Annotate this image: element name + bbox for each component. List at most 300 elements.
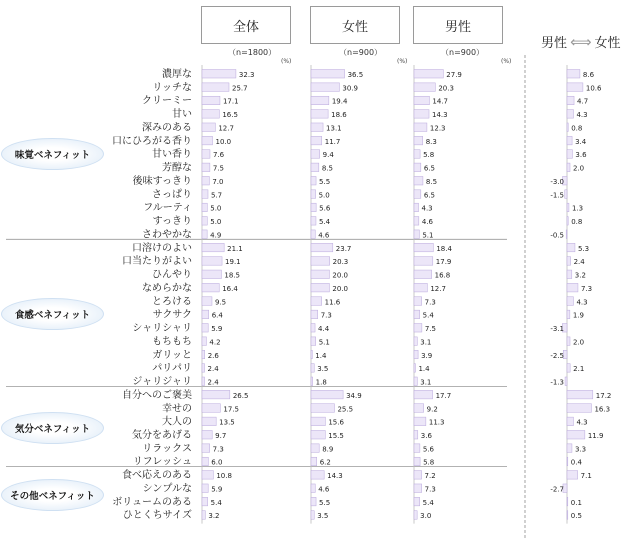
data-label: 13.1	[326, 124, 342, 133]
bar	[311, 270, 329, 279]
diff-right-label: 女性	[594, 36, 621, 51]
data-label: 3.1	[420, 378, 432, 387]
diff-data-label: -1.3	[550, 378, 564, 387]
diff-data-label: 1.3	[571, 204, 584, 213]
bar	[414, 123, 427, 132]
header-female-title: 女性	[341, 19, 368, 35]
diff-data-label: 4.3	[576, 111, 588, 120]
bar	[414, 337, 417, 346]
bar	[414, 176, 423, 185]
bar	[414, 404, 424, 413]
data-label: 16.5	[222, 111, 238, 120]
diff-data-label: 10.6	[585, 84, 602, 93]
bar	[202, 337, 206, 346]
bar	[311, 243, 333, 252]
data-label: 7.0	[212, 177, 224, 186]
data-label: 12.3	[429, 124, 446, 133]
bar	[202, 270, 221, 279]
data-label: 17.9	[435, 258, 452, 267]
data-label: 5.6	[319, 204, 331, 213]
diff-bar	[567, 163, 570, 172]
bar	[311, 203, 316, 212]
diff-left-label: 男性	[541, 36, 568, 51]
bar	[202, 404, 220, 413]
data-label: 2.4	[207, 378, 219, 387]
bar	[311, 150, 320, 159]
diff-data-label: 16.3	[594, 405, 611, 414]
bar	[311, 364, 314, 373]
bar	[311, 297, 322, 306]
data-label: 20.0	[332, 284, 348, 293]
data-label: 19.4	[331, 97, 348, 106]
data-label: 1.8	[315, 378, 327, 387]
diff-data-label: 0.8	[571, 218, 583, 227]
bar	[202, 511, 205, 519]
diff-bar	[567, 457, 568, 466]
bar	[202, 70, 236, 79]
bar	[202, 283, 219, 292]
bar	[414, 283, 427, 292]
data-label: 25.5	[337, 405, 354, 414]
diff-data-label: 4.3	[576, 418, 588, 427]
data-label: 4.4	[318, 325, 330, 334]
data-label: 3.5	[317, 365, 329, 374]
bar	[311, 324, 315, 333]
bar	[311, 377, 313, 386]
data-label: 5.4	[318, 218, 331, 227]
data-label: 8.3	[425, 137, 437, 146]
group-label: 食感ベネフィット	[1, 298, 104, 330]
diff-bar	[567, 364, 570, 373]
bar	[311, 83, 339, 92]
bar	[202, 377, 205, 386]
bar	[311, 337, 316, 346]
data-label: 17.1	[222, 97, 239, 106]
data-label: 18.6	[331, 111, 347, 120]
data-label: 6.4	[211, 311, 223, 320]
group-label: 気分ベネフィット	[1, 412, 104, 444]
group-label: 味覚ベネフィット	[1, 138, 104, 170]
diff-bar	[567, 150, 572, 159]
category-label: 口溶けのよい	[132, 242, 192, 254]
data-label: 6.5	[423, 191, 435, 200]
bar	[414, 390, 433, 399]
data-label: 14.7	[432, 97, 449, 106]
bar	[414, 457, 420, 466]
data-label: 5.8	[423, 458, 435, 467]
data-label: 4.2	[209, 338, 221, 347]
data-label: 8.9	[322, 445, 334, 454]
bar	[414, 497, 420, 506]
diff-bar	[567, 497, 568, 506]
data-label: 3.9	[421, 351, 433, 360]
bar	[311, 484, 315, 493]
diff-data-label: 2.4	[573, 258, 585, 267]
diff-bar	[566, 230, 567, 239]
diff-bar	[567, 471, 578, 480]
bar	[202, 203, 207, 212]
bar	[414, 230, 419, 239]
bar	[311, 230, 315, 239]
diff-data-label: 3.6	[575, 151, 587, 160]
diff-bar	[567, 297, 573, 306]
bar	[311, 96, 329, 105]
diff-bar	[567, 83, 583, 92]
data-label: 4.6	[318, 231, 330, 240]
data-label: 5.7	[210, 191, 223, 200]
bar	[202, 176, 209, 185]
data-label: 3.0	[420, 512, 432, 521]
data-label: 17.7	[435, 391, 452, 400]
bar	[311, 471, 324, 480]
diff-bar	[567, 96, 574, 105]
diff-bar	[567, 270, 572, 279]
bar	[311, 430, 325, 439]
data-label: 9.7	[215, 431, 227, 440]
data-label: 5.5	[319, 177, 331, 186]
data-label: 5.4	[422, 498, 434, 507]
data-label: 13.5	[219, 418, 235, 427]
data-label: 36.5	[347, 71, 364, 79]
data-label: 8.5	[321, 164, 333, 173]
data-label: 5.4	[210, 498, 222, 507]
diff-bar	[565, 377, 567, 386]
category-label: 濃厚な	[162, 69, 192, 80]
data-label: 32.3	[238, 71, 255, 79]
data-label: 2.4	[207, 365, 219, 374]
data-label: 30.9	[342, 84, 359, 93]
data-label: 5.6	[422, 445, 435, 454]
diff-data-label: 2.0	[573, 338, 585, 347]
diff-bar	[567, 310, 570, 319]
diff-data-label: 1.9	[572, 311, 584, 320]
bar	[202, 364, 205, 373]
data-label: 15.6	[328, 418, 344, 427]
diff-data-label: 0.4	[570, 458, 582, 467]
unit-male: (%)	[501, 58, 512, 65]
data-label: 7.3	[424, 485, 436, 494]
category-label: さっぱり	[152, 189, 192, 201]
header-all-title: 全体	[232, 19, 259, 35]
bar	[202, 430, 212, 439]
data-label: 5.0	[210, 218, 222, 227]
double-arrow-icon: ⟺	[570, 32, 592, 51]
data-label: 7.3	[424, 298, 436, 307]
bar	[414, 444, 420, 453]
diff-data-label: 5.3	[577, 244, 590, 253]
data-label: 34.9	[346, 391, 362, 400]
data-label: 26.5	[232, 391, 249, 400]
data-label: 5.0	[210, 204, 222, 213]
category-label: さわやかな	[142, 229, 192, 241]
diff-bar	[567, 283, 578, 292]
diff-data-label: 11.9	[587, 431, 604, 440]
data-label: 5.9	[211, 325, 223, 334]
bar	[202, 123, 215, 132]
data-label: 12.7	[430, 284, 446, 293]
data-label: 3.2	[208, 512, 220, 521]
diff-data-label: -0.5	[550, 231, 564, 240]
category-label: ひんやり	[152, 269, 192, 281]
data-label: 5.4	[422, 311, 434, 320]
unit-female: (%)	[397, 58, 408, 65]
bar	[202, 150, 210, 159]
bar	[202, 190, 208, 199]
bar	[414, 96, 429, 105]
data-label: 14.3	[327, 472, 343, 481]
bar	[414, 364, 415, 373]
bar	[202, 484, 208, 493]
data-label: 4.9	[210, 231, 222, 240]
category-label: リッチな	[152, 82, 192, 94]
bar	[311, 390, 343, 399]
data-label: 11.7	[324, 137, 341, 146]
bar	[311, 136, 322, 145]
bar	[311, 123, 323, 132]
diff-data-label: 4.3	[576, 298, 588, 307]
data-label: 20.0	[332, 271, 348, 280]
diff-data-label: 3.3	[574, 445, 587, 454]
bar	[311, 257, 330, 266]
category-label: リフレッシュ	[132, 456, 192, 468]
diff-data-label: 7.3	[580, 284, 593, 293]
bar	[202, 110, 219, 119]
bar	[202, 390, 230, 399]
n-male: （n=900）	[441, 48, 485, 57]
bar	[311, 497, 316, 506]
diff-bar	[567, 243, 575, 252]
data-label: 10.8	[216, 472, 232, 481]
bar	[202, 497, 208, 506]
bar	[414, 150, 420, 159]
data-label: 7.5	[212, 164, 225, 173]
data-label: 3.6	[420, 431, 432, 440]
data-label: 27.9	[446, 71, 462, 79]
category-label: とろける	[152, 296, 192, 308]
data-label: 9.5	[214, 298, 227, 307]
diff-bar	[565, 190, 567, 199]
bar	[202, 217, 207, 226]
bar	[202, 471, 213, 480]
diff-bar	[567, 337, 570, 346]
category-label: 自分へのご褒美	[122, 389, 192, 401]
data-label: 25.7	[231, 84, 248, 93]
data-label: 1.4	[315, 351, 327, 360]
diff-bar	[567, 257, 571, 266]
bar	[202, 457, 208, 466]
diff-data-label: -2.5	[550, 351, 564, 360]
data-label: 12.7	[218, 124, 234, 133]
bar	[202, 444, 210, 453]
diff-data-label: 2.1	[573, 365, 585, 374]
diff-bar	[567, 123, 568, 132]
data-label: 4.3	[421, 204, 433, 213]
bar	[202, 297, 212, 306]
bar	[414, 417, 426, 426]
bar	[414, 217, 419, 226]
bar	[414, 297, 422, 306]
data-label: 17.5	[223, 405, 239, 414]
data-label: 5.9	[211, 485, 223, 494]
bar	[311, 310, 318, 319]
diff-bar	[567, 444, 572, 453]
data-label: 5.1	[422, 231, 434, 240]
data-label: 11.3	[428, 418, 445, 427]
category-label: 大人の	[162, 416, 192, 428]
bar	[311, 350, 312, 359]
data-label: 7.5	[424, 325, 437, 334]
data-label: 4.6	[421, 218, 433, 227]
category-label: シャリシャリ	[132, 323, 192, 335]
bar	[311, 217, 316, 226]
data-label: 16.8	[434, 271, 451, 280]
category-label: 芳醇な	[162, 162, 192, 174]
category-label: 口にひろがる香り	[112, 135, 192, 147]
bar	[202, 96, 220, 105]
group-label: その他ベネフィット	[1, 479, 104, 511]
diff-data-label: 0.1	[570, 498, 582, 507]
header-male-title: 男性	[444, 19, 471, 35]
diff-bar	[567, 70, 580, 79]
bar	[414, 310, 420, 319]
n-female: （n=900）	[339, 48, 383, 57]
data-label: 1.4	[418, 365, 430, 374]
bar	[202, 83, 229, 92]
data-label: 23.7	[335, 244, 352, 253]
diff-bar	[567, 417, 573, 426]
data-label: 20.3	[438, 84, 454, 93]
data-label: 5.8	[423, 151, 435, 160]
data-label: 6.2	[319, 458, 331, 467]
category-label: ガリッと	[152, 349, 192, 361]
category-label: ジャリジャリ	[132, 376, 192, 388]
unit-all: (%)	[281, 58, 292, 65]
bar	[414, 270, 432, 279]
category-label: パリパリ	[152, 363, 192, 375]
bar	[202, 350, 205, 359]
bar	[414, 430, 418, 439]
category-label: ひとくちサイズ	[122, 510, 192, 522]
bar	[414, 203, 419, 212]
data-label: 3.1	[420, 338, 432, 347]
category-label: すっきり	[152, 216, 192, 228]
bar	[202, 163, 210, 172]
diff-bar	[567, 203, 569, 212]
bar	[311, 190, 316, 199]
data-label: 10.0	[215, 137, 232, 146]
diff-data-label: -3.0	[550, 177, 564, 186]
diff-data-label: 8.6	[582, 71, 595, 79]
bar	[311, 444, 319, 453]
bar	[311, 404, 334, 413]
diff-data-label: 0.5	[570, 512, 582, 521]
category-label: リラックス	[142, 443, 192, 455]
data-label: 5.1	[318, 338, 330, 347]
diff-data-label: -2.7	[550, 485, 564, 494]
diff-data-label: 3.2	[574, 271, 586, 280]
category-label: サクサク	[152, 309, 192, 321]
data-label: 4.6	[318, 485, 330, 494]
bar	[202, 230, 207, 239]
data-label: 18.5	[224, 271, 241, 280]
bar	[202, 324, 208, 333]
bar	[311, 110, 328, 119]
diff-data-label: -1.5	[550, 191, 564, 200]
diff-bar	[567, 511, 568, 519]
category-label: 気分をあげる	[132, 429, 192, 441]
category-label: 後味すっきり	[132, 175, 192, 187]
category-label: ボリュームのある	[112, 496, 192, 508]
category-label: 甘い	[172, 109, 192, 121]
bar	[311, 417, 325, 426]
data-label: 9.4	[322, 151, 334, 160]
data-label: 16.4	[222, 284, 238, 293]
bar	[414, 163, 421, 172]
data-label: 6.5	[423, 164, 435, 173]
bar	[202, 310, 209, 319]
bar	[311, 163, 319, 172]
category-label: なめらかな	[142, 282, 192, 294]
diff-data-label: -3.1	[550, 325, 564, 334]
bar	[202, 136, 213, 145]
data-label: 7.3	[320, 311, 332, 320]
bar	[202, 243, 224, 252]
bar	[311, 283, 329, 292]
diff-data-label: 4.7	[577, 97, 589, 106]
data-label: 2.6	[207, 351, 219, 360]
diff-data-label: 17.2	[595, 391, 612, 400]
bar	[414, 83, 435, 92]
data-label: 5.0	[318, 191, 330, 200]
data-label: 15.5	[328, 431, 344, 440]
diff-bar	[567, 404, 591, 413]
category-label: もちもち	[152, 336, 192, 348]
bar	[311, 457, 317, 466]
diff-bar	[567, 217, 568, 226]
bar	[414, 136, 423, 145]
data-label: 8.5	[425, 177, 438, 186]
bar	[311, 511, 314, 519]
category-label: 口当たりがよい	[122, 256, 192, 268]
diff-bar	[567, 430, 585, 439]
diff-data-label: 3.4	[575, 137, 587, 146]
data-label: 21.1	[227, 244, 243, 253]
category-label: クリーミー	[142, 95, 192, 107]
diff-bar	[567, 390, 593, 399]
bar	[311, 176, 316, 185]
bar	[414, 511, 417, 519]
data-label: 11.6	[324, 298, 341, 307]
data-label: 7.2	[424, 472, 436, 481]
data-label: 3.5	[317, 512, 329, 521]
bar	[414, 190, 421, 199]
diff-bar	[567, 136, 572, 145]
data-label: 6.0	[211, 458, 223, 467]
data-label: 14.3	[432, 111, 448, 120]
data-label: 18.4	[436, 244, 452, 253]
bar	[202, 257, 222, 266]
bar	[414, 324, 422, 333]
diff-data-label: 2.0	[573, 164, 585, 173]
category-label: 甘い香り	[152, 149, 192, 161]
bar	[414, 471, 422, 480]
category-label: 深みのある	[142, 122, 192, 134]
data-label: 9.2	[426, 405, 438, 414]
data-label: 5.5	[319, 498, 331, 507]
category-label: 幸せの	[162, 403, 192, 415]
diff-data-label: 7.1	[580, 472, 592, 481]
bar	[311, 70, 345, 79]
